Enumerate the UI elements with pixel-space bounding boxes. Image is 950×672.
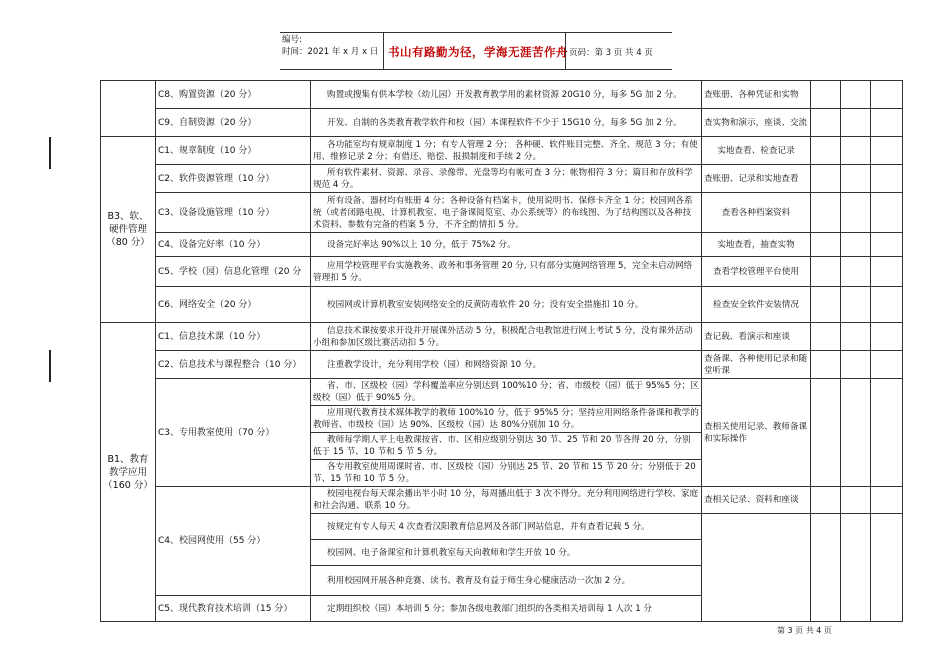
method-cell: 查备课、各种使用记录和随堂听课 xyxy=(702,351,811,379)
standard-cell: 定期组织校（园）本培训 5 分；参加各级电教部门组织的各类相关培训每 1 人次 1 分 xyxy=(311,596,702,622)
item-cell: C2、信息技术与课程整合（10 分） xyxy=(156,351,311,379)
table-row xyxy=(101,379,903,406)
table-row xyxy=(101,487,903,514)
standard-cell: 省、市、区级校（园）学科覆盖率应分别达到 100%10 分；省、市级校（园）低于 95%5 分；区级校（园）低于 90%5 分。 xyxy=(311,379,702,406)
item-cell: C4、设备完好率（10 分） xyxy=(156,233,311,257)
table-row xyxy=(101,137,903,165)
method-cell: 查账册、各种凭证和实物 xyxy=(702,81,811,109)
standard-cell: 开发、自制的各类教育教学软件和校（园）本课程软件不少于 15G10 分，每多 5G 加 2 分。 xyxy=(311,109,702,137)
standard-cell: 各专用教室使用周课时省、市、区级校（园）分别达 25 节、20 节和 15 节 20 分；分别低于 20 节、15 节和 10 节 5 分。 xyxy=(311,460,702,487)
standard-cell: 校园电视台每天课余播出半小时 10 分，每周播出低于 3 次不得分。充分利用网络进行学校、家庭和社会沟通、联系 10 分。 xyxy=(311,487,702,514)
item-cell: C8、购置资源（20 分） xyxy=(156,81,311,109)
standard-cell: 所有软件素材、资源、录音、录像带、光盘等均有帐可查 3 分；帐物相符 3 分；篇目和存放科学规范 4 分。 xyxy=(311,165,702,193)
evaluation-table xyxy=(100,80,903,622)
standard-cell: 设备完好率达 90%以上 10 分，低于 75%2 分。 xyxy=(311,233,702,257)
header-meta xyxy=(282,34,378,58)
method-cell: 实地查看，抽查实物 xyxy=(702,233,811,257)
table-row xyxy=(101,323,903,351)
standard-cell: 按规定有专人每天 4 次查看汉阳教育信息网及各部门网站信息，并有查看记载 5 分。 xyxy=(311,514,702,540)
method-cell: 查账册、记录和实地查看 xyxy=(702,165,811,193)
time-label: 时间：2021 年 x 月 x 日 xyxy=(282,47,379,57)
standard-cell: 各功能室均有规章制度 1 分；有专人管理 2 分； 各种硬、软件账目完整、齐全、规范 3 分；有使用、维修记录 2 分；有借还、赔偿、报损制度和手续 2 分。 xyxy=(311,137,702,165)
standard-cell: 应用学校管理平台实施教务、政务和事务管理 20 分, 只有部分实施网络管理 5，完全未启动网络管理扣 5 分。 xyxy=(311,257,702,287)
header-page-label: 页码：第 3 页 共 4 页 xyxy=(569,48,653,58)
item-cell: C3、设备设施管理（10 分） xyxy=(156,193,311,233)
item-cell: C9、自制资源（20 分） xyxy=(156,109,311,137)
standard-cell: 注重教学设计，充分利用学校（园）和网络资源 10 分。 xyxy=(311,351,702,379)
header-motto: 书山有路勤为径，学海无涯苦作舟 xyxy=(388,45,568,59)
standard-cell: 购置或搜集有供本学校（幼儿园）开发教育教学用的素材资源 20G10 分，每多 5G 加 2 分。 xyxy=(311,81,702,109)
margin-mark xyxy=(49,137,51,169)
header-divider xyxy=(383,33,384,69)
method-cell: 检查安全软件安装情况 xyxy=(702,287,811,323)
standard-cell: 利用校园网开展各种竞赛、读书、教育及有益于师生身心健康活动一次加 2 分。 xyxy=(311,566,702,596)
margin-mark xyxy=(49,350,51,382)
table-row xyxy=(101,81,903,109)
standard-cell: 教师每学期人平上电教课按省、市、区相应级别分别达 30 节、25 节和 20 节各得 20 分，分别低于 15 节、10 节和 5 节 5 分。 xyxy=(311,433,702,460)
method-cell: 实地查看、检查记录 xyxy=(702,137,811,165)
standard-cell: 信息技术课按要求开设并开展课外活动 5 分，积极配合电教馆进行网上考试 5 分，没有课外活动小组和参加区级比赛活动扣 5 分。 xyxy=(311,323,702,351)
standard-cell: 应用现代教育技术媒体教学的教师 100%10 分，低于 95%5 分；坚持应用网络条件备课和教学的教师省、市级校（园）达 90%、区级校（园）达 80%分别加 10 分。 xyxy=(311,406,702,433)
item-cell: C1、规章制度（10 分） xyxy=(156,137,311,165)
item-cell: C5、学校（园）信息化管理（20 分 xyxy=(156,257,311,287)
item-cell: C5、现代教育技术培训（15 分） xyxy=(156,596,311,622)
item-cell: C3、专用教室使用（70 分） xyxy=(156,379,311,487)
table-row xyxy=(101,287,903,323)
method-cell: 查相关使用记录、教师备课和实际操作 xyxy=(702,379,811,487)
standard-cell: 校园网、电子备课室和计算机教室每天向教师和学生开放 10 分。 xyxy=(311,540,702,566)
number-label: 编号: xyxy=(282,35,302,45)
item-cell: C4、校园网使用（55 分） xyxy=(156,487,311,596)
category-cell: B1、教育教学应用（160 分） xyxy=(101,323,156,622)
table-row xyxy=(101,193,903,233)
item-cell: C2、软件资源管理（10 分） xyxy=(156,165,311,193)
page-footer: 第 3 页 共 4 页 xyxy=(777,626,832,635)
item-cell: C1、信息技术课（10 分） xyxy=(156,323,311,351)
category-cell xyxy=(101,81,156,137)
page-header xyxy=(280,32,672,70)
item-cell: C6、网络安全（20 分） xyxy=(156,287,311,323)
table-row xyxy=(101,257,903,287)
standard-cell: 所有设备、器材均有账册 4 分；各种设备有档案卡，使用说明书、保修卡齐全 1 分；校园网各系统（或者闭路电视、计算机教室、电子备课阅览室、办公系统等）的布线图、为了结构图以及各种技术资料、参数有完备的档案 5 分，不齐全酌情扣 5 分。 xyxy=(311,193,702,233)
category-cell: B3、软、硬件管理（80 分） xyxy=(101,137,156,323)
method-cell: 查看学校管理平台使用 xyxy=(702,257,811,287)
method-cell: 查实物和演示，座谈、交流 xyxy=(702,109,811,137)
table-row xyxy=(101,165,903,193)
method-cell: 查记载、看演示和座谈 xyxy=(702,323,811,351)
method-cell: 查相关记录、资料和座谈 xyxy=(702,487,811,514)
table-row xyxy=(101,109,903,137)
header-divider xyxy=(565,33,566,69)
standard-cell: 校园网或计算机教室安装网络安全的反黄防毒软件 20 分；没有安全措施扣 10 分。 xyxy=(311,287,702,323)
table-row xyxy=(101,351,903,379)
table-row xyxy=(101,233,903,257)
method-cell: 查看各种档案资料 xyxy=(702,193,811,233)
